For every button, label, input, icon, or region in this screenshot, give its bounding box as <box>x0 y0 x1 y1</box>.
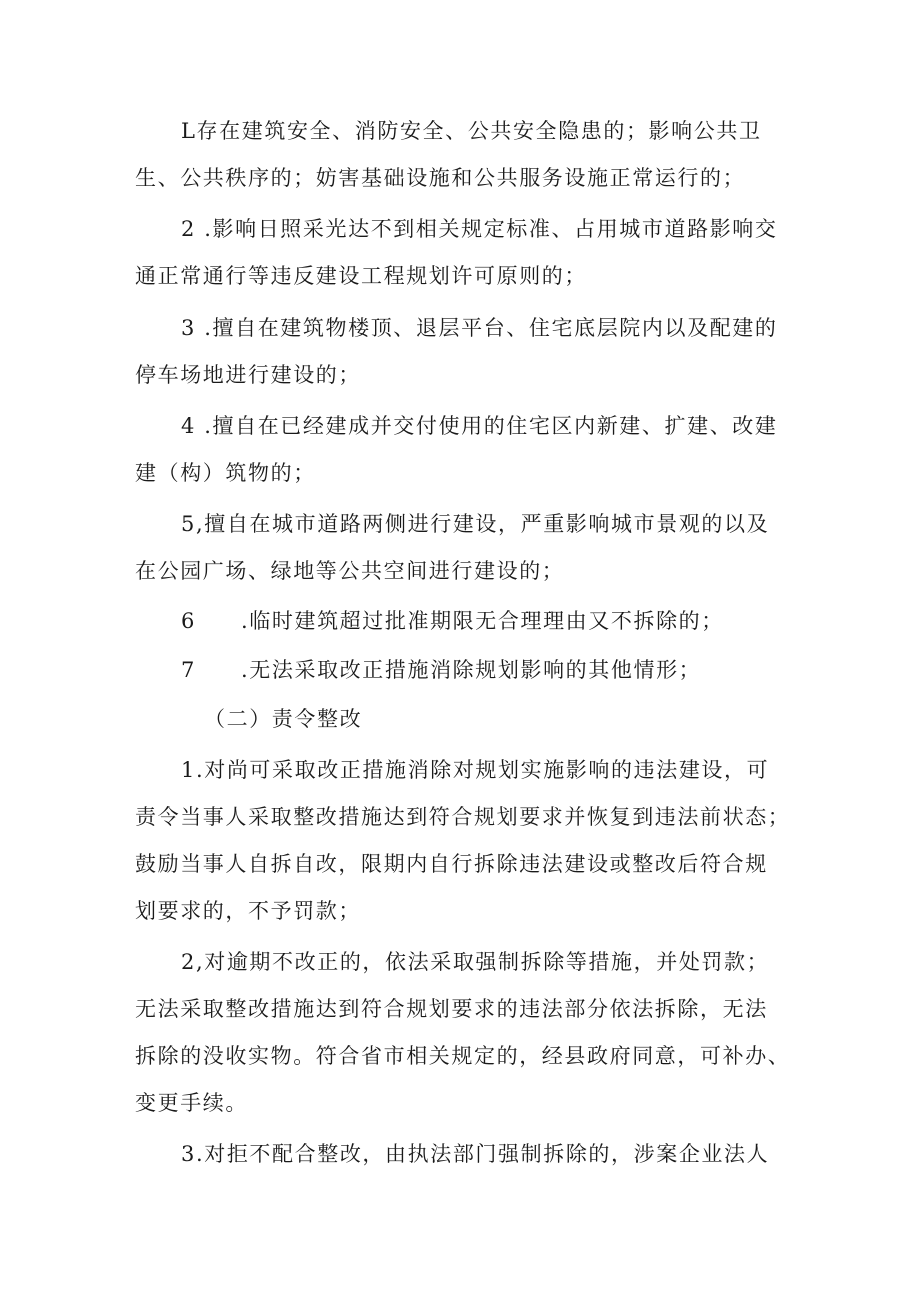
text-line: 2,对逾期不改正的，依法采取强制拆除等措施，并处罚款； <box>181 950 770 974</box>
text-line: 5,擅自在城市道路两侧进行建设，严重影响城市景观的以及 <box>181 512 770 536</box>
text-line: 2 .影响日照采光达不到相关规定标准、占用城市道路影响交 <box>181 217 778 241</box>
text-line: .无法采取改正措施消除规划影响的其他情形； <box>241 658 702 682</box>
text-line: 通正常通行等违反建设工程规划许可原则的； <box>135 264 587 288</box>
text-line: 无法采取整改措施达到符合规划要求的违法部分依法拆除，无法 <box>135 997 768 1021</box>
text-line: 鼓励当事人自拆自改，限期内自行拆除违法建设或整改后符合规 <box>135 852 768 876</box>
text-line: 责令当事人采取整改措施达到符合规划要求并恢复到违法前状态； <box>135 805 791 829</box>
text-line: 3.对拒不配合整改，由执法部门强制拆除的，涉案企业法人 <box>181 1142 770 1166</box>
list-number: 7 <box>181 658 196 682</box>
text-line: 建（构）筑物的； <box>135 461 316 485</box>
text-line: 停车场地进行建设的； <box>135 363 361 387</box>
section-heading: （二）责令整改 <box>204 707 363 731</box>
text-line: 3 .擅自在建筑物楼顶、退层平台、住宅底层院内以及配建的 <box>181 316 778 340</box>
text-line: 变更手续。 <box>135 1091 248 1115</box>
list-number: 6 <box>181 609 196 633</box>
text-line: .临时建筑超过批准期限无合理理由又不拆除的； <box>241 609 724 633</box>
text-line: 1.对尚可采取改正措施消除对规划实施影响的违法建设，可 <box>181 758 770 782</box>
text-line: 生、公共秩序的；妨害基础设施和公共服务设施正常运行的； <box>135 166 746 190</box>
text-line: L存在建筑安全、消防安全、公共安全隐患的；影响公共卫 <box>181 119 762 143</box>
text-line: 拆除的没收实物。符合省市相关规定的，经县政府同意，可补办、 <box>135 1044 791 1068</box>
text-line: 4 .擅自在已经建成并交付使用的住宅区内新建、扩建、改建 <box>181 414 778 438</box>
text-line: 在公园广场、绿地等公共空间进行建设的； <box>135 559 565 583</box>
text-line: 划要求的，不予罚款； <box>135 899 361 923</box>
